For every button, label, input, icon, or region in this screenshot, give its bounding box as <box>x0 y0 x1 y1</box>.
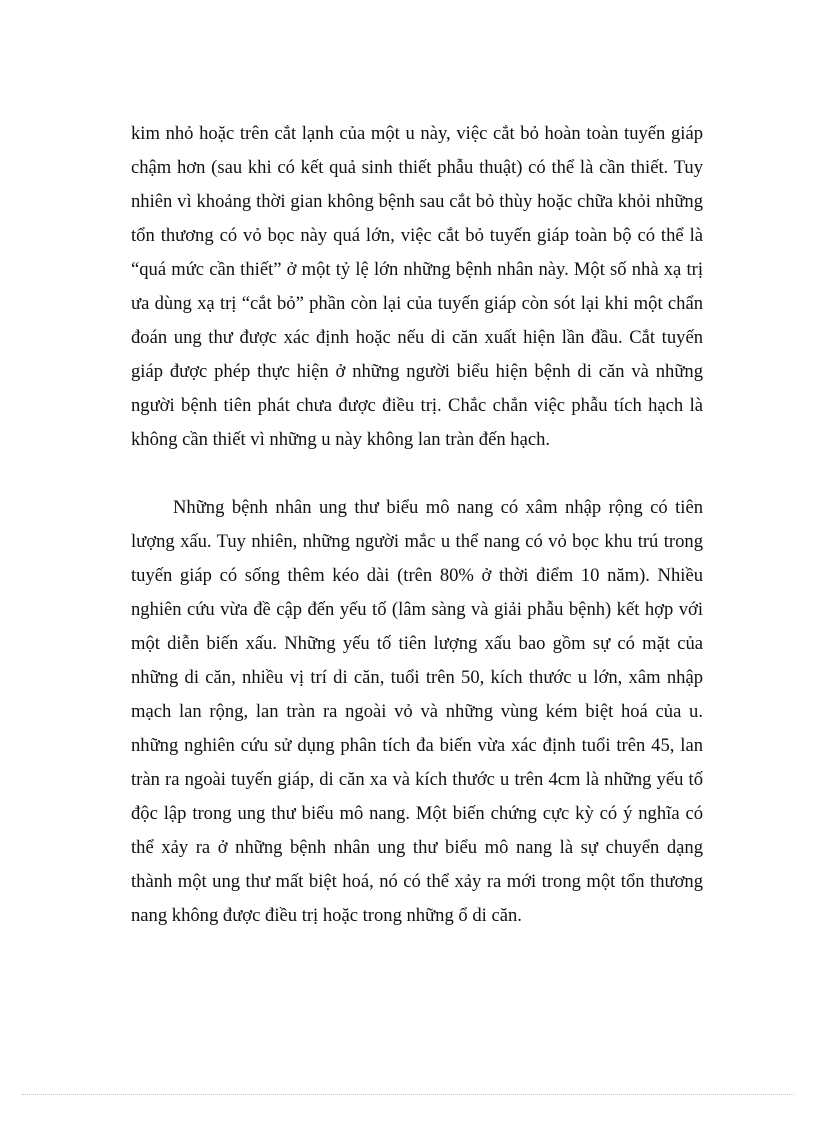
page-bottom-divider <box>22 1094 794 1095</box>
body-text <box>131 117 703 933</box>
paragraph-2: Những bệnh nhân ung thư biểu mô nang có xâm nhập rộng có tiên lượng xấu. Tuy nhiên, những người mắc u thể nang có vỏ bọc khu trú trong tuyến giáp có sống thêm kéo dài (trên 80% ở thời điểm 10 năm). Nhiều nghiên cứu vừa đề cập đến yếu tố (lâm sàng và giải phẫu bệnh) kết hợp với một diễn biến xấu. Những yếu tố tiên lượng xấu bao gồm sự có mặt của những di căn, nhiều vị trí di căn, tuổi trên 50, kích thước u lớn, xâm nhập mạch lan rộng, lan tràn ra ngoài vỏ và những vùng kém biệt hoá của u. những nghiên cứu sử dụng phân tích đa biến vừa xác định tuổi trên 45, lan tràn ra ngoài tuyến giáp, di căn xa và kích thước u trên 4cm là những yếu tố độc lập trong ung thư biểu mô nang. Một biến chứng cực kỳ có ý nghĩa có thể xảy ra ở những bệnh nhân ung thư biểu mô nang là sự chuyển dạng thành một ung thư mất biệt hoá, nó có thể xảy ra mới trong một tổn thương nang không được điều trị hoặc trong những ổ di căn. <box>131 497 703 926</box>
paragraph-1: kim nhỏ hoặc trên cắt lạnh của một u này, việc cắt bỏ hoàn toàn tuyến giáp chậm hơn (sau khi có kết quả sinh thiết phẫu thuật) có thể là cần thiết. Tuy nhiên vì khoảng thời gian không bệnh sau cắt bỏ thùy hoặc chữa khỏi những tổn thương có vỏ bọc này quá lớn, việc cắt bỏ tuyến giáp toàn bộ có thể là “quá mức cần thiết” ở một tỷ lệ lớn những bệnh nhân này. Một số nhà xạ trị ưa dùng xạ trị “cắt bỏ” phần còn lại của tuyến giáp còn sót lại khi một chẩn đoán ung thư được xác định hoặc nếu di căn xuất hiện lần đầu. Cắt tuyến giáp được phép thực hiện ở những người biểu hiện bệnh di căn và những người bệnh tiên phát chưa được điều trị. Chắc chắn việc phẫu tích hạch là không cần thiết vì những u này không lan tràn đến hạch. <box>131 123 703 450</box>
